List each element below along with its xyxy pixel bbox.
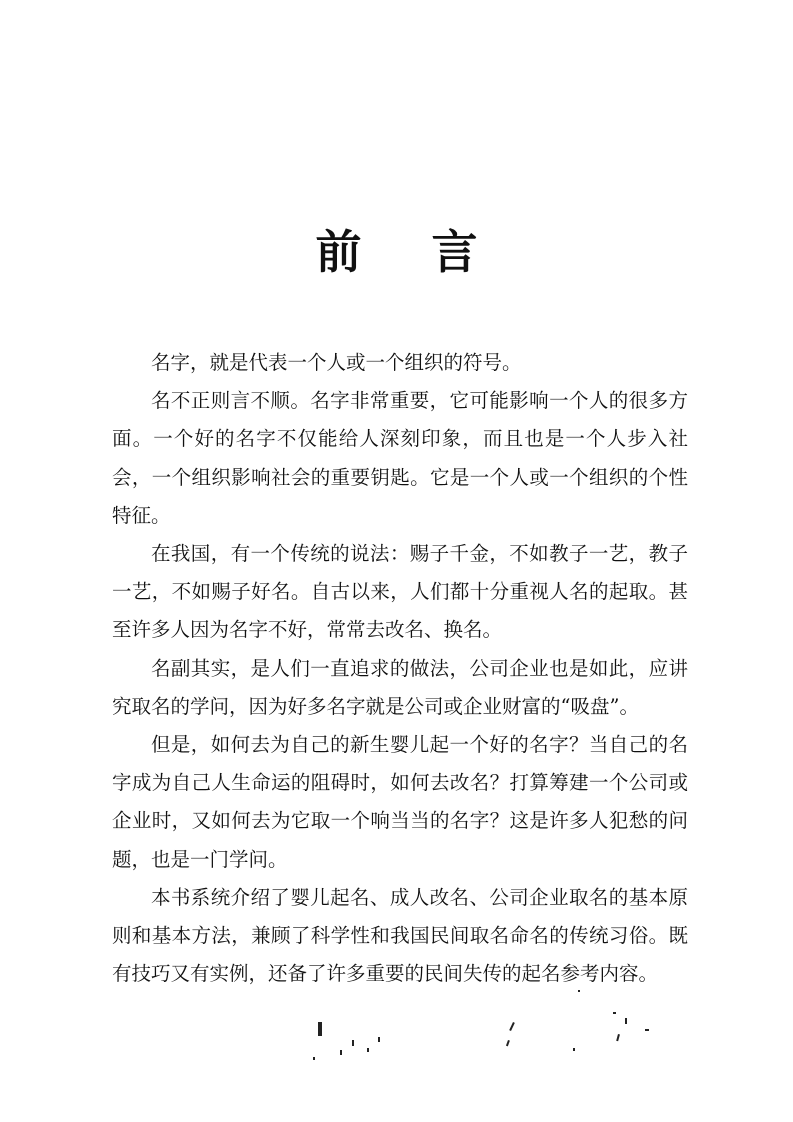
preface-body — [112, 344, 688, 993]
paragraph-5: 但是，如何去为自己的新生婴儿起一个好的名字？当自己的名字成为自己人生命运的阻碍时，如何去改名？打算筹建一个公司或企业时，又如何去为它取一个响当当的名字？这是许多人犯愁的问题，也是一门学问。 — [112, 733, 688, 871]
paragraph-1: 名字，就是代表一个人或一个组织的符号。 — [151, 351, 522, 374]
title-char-2: 言 — [431, 225, 478, 279]
title-char-1: 前 — [315, 225, 362, 279]
page-title — [0, 222, 793, 282]
paragraph-2: 名不正则言不顺。名字非常重要，它可能影响一个人的很多方面。一个好的名字不仅能给人深刻印象，而且也是一个人步入社会，一个组织影响社会的重要钥匙。它是一个人或一个组织的个性特征。 — [112, 389, 688, 527]
paragraph-6: 本书系统介绍了婴儿起名、成人改名、公司企业取名的基本原则和基本方法，兼顾了科学性和我国民间取名命名的传统习俗。既有技巧又有实例，还备了许多重要的民间失传的起名参考内容。 — [112, 885, 688, 986]
paragraph-4: 名副其实，是人们一直追求的做法，公司企业也是如此，应讲究取名的学问，因为好多名字就是公司或企业财富的“吸盘”。 — [112, 656, 688, 718]
paragraph-3: 在我国，有一个传统的说法：赐子千金，不如教子一艺，教子一艺，不如赐子好名。自古以来，人们都十分重视人名的起取。甚至许多人因为名字不好，常常去改名、换名。 — [112, 542, 688, 642]
